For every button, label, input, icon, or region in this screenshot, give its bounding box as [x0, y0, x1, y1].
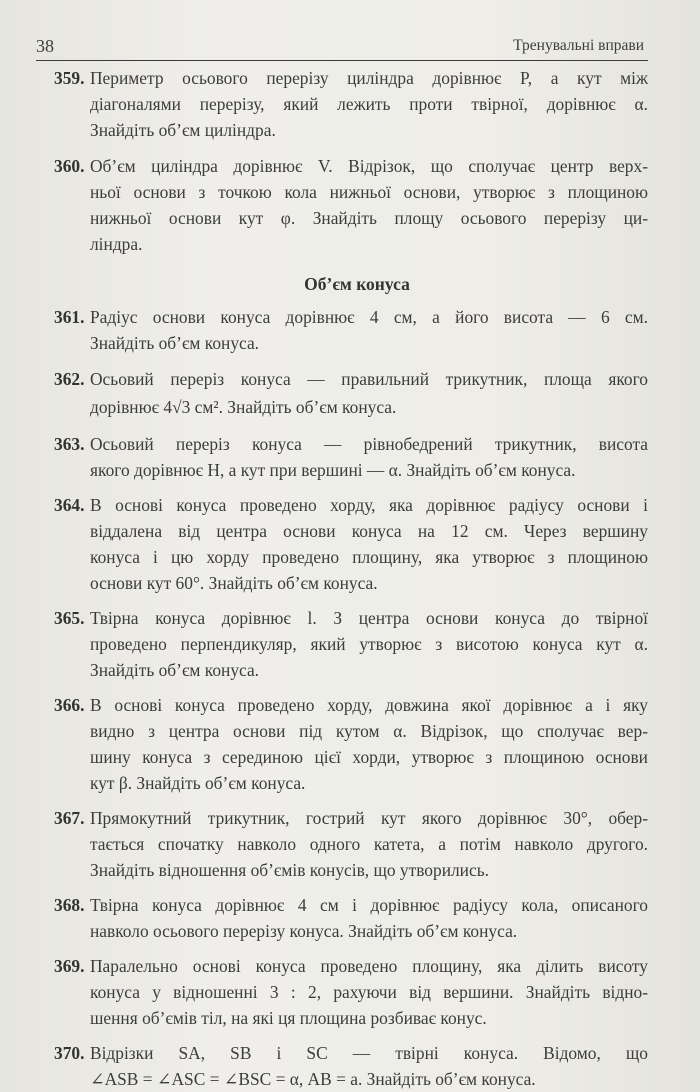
problem-number: 367.	[54, 808, 85, 828]
problem-line: Радіус основи конуса дорівнює 4 см, а його висота — 6 см.	[90, 307, 648, 327]
problem-line: Паралельно основі конуса проведено площину, яка ділить висоту	[90, 956, 648, 976]
problem-line: Знайдіть об’єм конуса.	[90, 660, 260, 680]
problem-line: Відрізки SA, SB і SC — твірні конуса. Відомо, що	[90, 1043, 648, 1063]
problem-line: В основі конуса проведено хорду, довжина якої дорівнює a і яку	[90, 695, 648, 715]
problem-line: якого дорівнює H, а кут при вершині — α. Знайдіть об’єм конуса.	[90, 460, 576, 480]
page-number: 38	[36, 36, 54, 56]
problem-368	[36, 892, 648, 944]
problem-line: ліндра.	[90, 234, 143, 254]
problem-number: 359.	[54, 68, 85, 88]
problem-number: 366.	[54, 695, 85, 715]
problem-line: Прямокутний трикутник, гострий кут якого дорівнює 30°, обер-	[90, 808, 648, 828]
problem-360	[36, 153, 648, 257]
textbook-page	[36, 36, 648, 1092]
problem-line: В основі конуса проведено хорду, яка дорівнює радіусу основи і	[90, 495, 648, 515]
problem-370	[36, 1040, 648, 1092]
problem-line: ∠ASB = ∠ASC = ∠BSC = α, AB = a. Знайдіть об’єм конуса.	[90, 1069, 536, 1089]
running-header	[36, 36, 648, 61]
problem-number: 370.	[54, 1043, 85, 1063]
problem-line: проведено перпендикуляр, який утворює з висотою конуса кут α.	[90, 634, 648, 654]
problem-number: 361.	[54, 307, 85, 327]
problem-number: 360.	[54, 156, 85, 176]
problem-line: Знайдіть об’єм конуса.	[90, 333, 260, 353]
problem-359	[36, 65, 648, 143]
problem-line: шення об’ємів тіл, на які ця площина розбиває конус.	[90, 1008, 487, 1028]
problem-line: тається спочатку навколо одного катета, а потім навколо другого.	[90, 834, 648, 854]
problem-365	[36, 605, 648, 683]
problem-line: Твірна конуса дорівнює l. З центра основи конуса до твірної	[90, 608, 648, 628]
problem-361	[36, 304, 648, 356]
problem-364	[36, 492, 648, 596]
problem-line: основи кут 60°. Знайдіть об’єм конуса.	[90, 573, 378, 593]
problem-line: шину конуса з серединою цієї хорди, утворює з площиною основи	[90, 747, 648, 767]
problem-362	[36, 366, 648, 422]
problem-number: 362.	[54, 369, 85, 389]
problem-line: Об’єм циліндра дорівнює V. Відрізок, що сполучає центр верх-	[90, 156, 648, 176]
problem-line: Знайдіть відношення об’ємів конусів, що утворились.	[90, 860, 489, 880]
problem-line: Осьовий переріз конуса — правильний трикутник, площа якого	[90, 369, 648, 389]
problem-line: видно з центра основи під кутом α. Відрізок, що сполучає вер-	[90, 721, 648, 741]
problem-number: 369.	[54, 956, 85, 976]
problem-number: 363.	[54, 434, 85, 454]
problem-line: Знайдіть об’єм циліндра.	[90, 120, 276, 140]
problem-number: 368.	[54, 895, 85, 915]
problem-363	[36, 431, 648, 483]
problem-367	[36, 805, 648, 883]
problem-line: віддалена від центра основи конуса на 12 см. Через вершину	[90, 521, 648, 541]
problem-line: конуса і цю хорду проведено площину, яка утворює з площиною	[90, 547, 648, 567]
problem-line: ньої основи з точкою кола нижньої основи, утворює з площиною	[90, 182, 648, 202]
problem-line: дорівнює 4√3 см². Знайдіть об’єм конуса.	[90, 397, 397, 417]
problem-line: Осьовий переріз конуса — рівнобедрений трикутник, висота	[90, 434, 648, 454]
problem-number: 365.	[54, 608, 85, 628]
problem-number: 364.	[54, 495, 85, 515]
problem-369	[36, 953, 648, 1031]
problem-line: Периметр осьового перерізу циліндра дорівнює P, а кут між	[90, 68, 648, 88]
section-heading: Об’єм конуса	[304, 274, 410, 294]
problem-line: кут β. Знайдіть об’єм конуса.	[90, 773, 306, 793]
problem-line: навколо осьового перерізу конуса. Знайдіть об’єм конуса.	[90, 921, 518, 941]
problem-line: нижньої основи кут φ. Знайдіть площу осьового перерізу ци-	[90, 208, 648, 228]
problem-line: Твірна конуса дорівнює 4 см і дорівнює радіусу кола, описаного	[90, 895, 648, 915]
problem-366	[36, 692, 648, 796]
problem-line: конуса у відношенні 3 : 2, рахуючи від вершини. Знайдіть відно-	[90, 982, 648, 1002]
section-title: Тренувальні вправи	[513, 37, 644, 54]
problem-line: діагоналями перерізу, який лежить проти твірної, дорівнює α.	[90, 94, 648, 114]
